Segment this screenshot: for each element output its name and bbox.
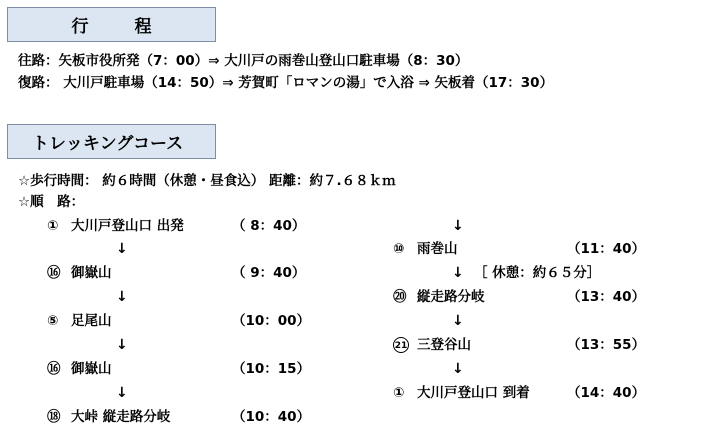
stop-number: ⑩ [393, 241, 405, 257]
arrow-down-icon: ↓ [116, 241, 128, 257]
left-time-4: （10：15） [232, 361, 311, 377]
trekking-course-heading: トレッキングコース [32, 134, 184, 154]
right-time-1: （11：40） [567, 241, 646, 257]
stop-name: 大峠 縦走路分岐 [71, 409, 171, 425]
stop-number: ⑯ [47, 265, 61, 281]
stop-number: 21 [393, 337, 409, 353]
stop-name: 縦走路分岐 [417, 289, 485, 305]
outbound-route: 往路：矢板市役所発（7：00）⇒ 大川戸の雨巻山登山口駐車場（8：30） [18, 53, 469, 69]
trekking-course-heading-box [7, 124, 216, 159]
route-label: ☆順 路： [18, 194, 85, 210]
left-stop-3 [47, 312, 112, 330]
left-stop-5 [47, 408, 170, 426]
left-stop-4 [47, 360, 112, 378]
stop-number: ① [393, 385, 405, 401]
stop-name: 三登谷山 [417, 337, 471, 353]
arrow-down-icon: ↓ [116, 337, 128, 353]
stop-number: ① [47, 218, 59, 234]
walk-time-distance: ☆歩行時間： 約６時間（休憩・昼食込） 距離：約７.６８ｋｍ [18, 173, 396, 189]
arrow-down-icon: ↓ [452, 313, 464, 329]
right-stop-4 [393, 384, 530, 402]
stop-number: ⑤ [47, 313, 59, 329]
right-stop-2 [393, 288, 485, 306]
left-time-2: （ 9：40） [232, 265, 306, 281]
itinerary-heading-char2: 程 [134, 17, 152, 37]
left-time-1: （ 8：40） [232, 218, 306, 234]
arrow-down-icon: ↓ [452, 218, 464, 234]
arrow-down-icon: ↓ [452, 265, 464, 281]
arrow-down-icon: ↓ [116, 385, 128, 401]
itinerary-heading-char1: 行 [71, 17, 89, 37]
return-route: 復路： 大川戸駐車場（14：50）⇒ 芳賀町「ロマンの湯」で入浴 ⇒ 矢板着（17：30） [18, 75, 554, 91]
right-stop-1 [393, 240, 458, 258]
stop-number: ⑱ [47, 409, 61, 425]
right-time-3: （13：55） [567, 337, 646, 353]
rest-note: ［ 休憩：約６５分］ [474, 265, 601, 281]
arrow-down-icon: ↓ [116, 289, 128, 305]
stop-name: 御嶽山 [71, 265, 112, 281]
right-stop-3 [393, 336, 471, 354]
stop-number: ⑯ [47, 361, 61, 377]
stop-name: 雨巻山 [417, 241, 458, 257]
stop-name: 大川戸登山口 到着 [417, 385, 530, 401]
left-stop-1 [47, 217, 184, 235]
stop-number: ⑳ [393, 289, 407, 305]
arrow-down-icon: ↓ [452, 361, 464, 377]
itinerary-heading-box [7, 7, 216, 42]
left-time-3: （10：00） [232, 313, 311, 329]
stop-name: 足尾山 [71, 313, 112, 329]
left-stop-2 [47, 264, 112, 282]
stop-name: 大川戸登山口 出発 [71, 218, 184, 234]
left-time-5: （10：40） [232, 409, 311, 425]
right-time-4: （14：40） [567, 385, 646, 401]
stop-name: 御嶽山 [71, 361, 112, 377]
right-time-2: （13：40） [567, 289, 646, 305]
